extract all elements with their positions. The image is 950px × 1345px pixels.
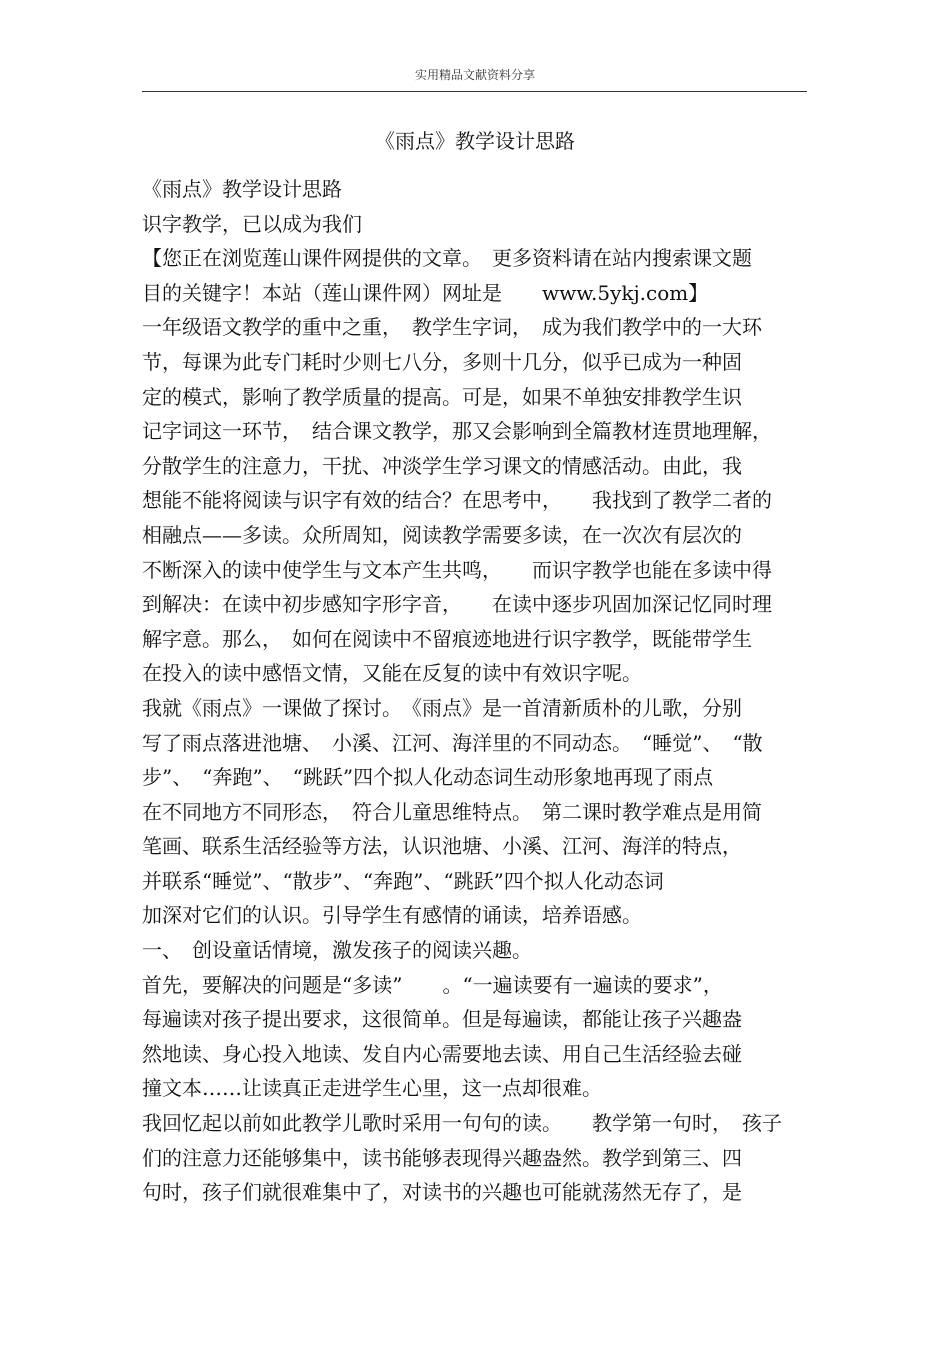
body-line: 撞文本……让读真正走进学生心里，这一点却很难。 — [142, 1076, 602, 1101]
body-line: 解字意。那么， 如何在阅读中不留痕迹地进行识字教学，既能带学生 — [142, 626, 752, 651]
body-line: 然地读、身心投入地读、发自内心需要地去读、用自己生活经验去碰 — [142, 1041, 742, 1066]
body-line: 句时，孩子们就很难集中了，对读书的兴趣也可能就荡然无存了，是 — [142, 1180, 742, 1205]
header-rule — [142, 91, 807, 92]
body-line: 我就《雨点》一课做了探讨。 《雨点》是一首清新质朴的儿歌，分别 — [142, 695, 742, 720]
body-line: 到解决：在读中初步感知字形字音， 在读中逐步巩固加深记忆同时理 — [142, 592, 772, 617]
body-line: 不断深入的读中使学生与文本产生共鸣， 而识字教学也能在多读中得 — [142, 557, 772, 582]
body-line: 并联系“睡觉”、“散步”、“奔跑”、“跳跃”四个拟人化动态词 — [142, 868, 664, 893]
body-line: 们的注意力还能够集中，读书能够表现得兴趣盎然。教学到第三、四 — [142, 1145, 742, 1170]
document-title: 《雨点》教学设计思路 — [375, 129, 575, 153]
body-line: 每遍读对孩子提出要求，这很简单。但是每遍读，都能让孩子兴趣盎 — [142, 1007, 742, 1032]
body-line: 在投入的读中感悟文情，又能在反复的读中有效识字呢。 — [142, 661, 642, 686]
body-line: 目的关键字！本站（莲山课件网）网址是 www.5ykj.com】 — [142, 280, 709, 305]
body-line: 分散学生的注意力，干扰、冲淡学生学习课文的情感活动。由此，我 — [142, 453, 742, 478]
body-line: 在不同地方不同形态， 符合儿童思维特点。 第二课时教学难点是用简 — [142, 799, 762, 824]
body-line: 相融点——多读。众所周知，阅读教学需要多读，在一次次有层次的 — [142, 522, 742, 547]
body-line: 记字词这一环节， 结合课文教学，那又会影响到全篇教材连贯地理解， — [142, 419, 772, 444]
body-line: 一年级语文教学的重中之重， 教学生字词， 成为我们教学中的一大环 — [142, 315, 762, 340]
body-line: 节，每课为此专门耗时少则七八分，多则十几分，似乎已成为一种固 — [142, 349, 742, 374]
body-line: 步”、 “奔跑”、 “跳跃”四个拟人化动态词生动形象地再现了雨点 — [142, 765, 714, 790]
section-heading: 一、 创设童话情境，激发孩子的阅读兴趣。 — [142, 938, 532, 963]
body-line: 我回忆起以前如此教学儿歌时采用一句句的读。 教学第一句时， 孩子 — [142, 1111, 782, 1136]
body-line: 写了雨点落进池塘、 小溪、江河、海洋里的不同动态。 “睡觉”、 “散 — [142, 730, 763, 755]
body-line: 识字教学，已以成为我们 — [142, 211, 362, 236]
document-body — [142, 172, 810, 1210]
body-line: 想能不能将阅读与识字有效的结合？在思考中， 我找到了教学二者的 — [142, 488, 772, 513]
body-line: 《雨点》教学设计思路 — [142, 177, 342, 201]
body-line: 加深对它们的认识。引导学生有感情的诵读，培养语感。 — [142, 903, 642, 928]
page-header: 实用精品文献资料分享 — [414, 68, 535, 82]
body-line: 笔画、联系生活经验等方法，认识池塘、小溪、江河、海洋的特点， — [142, 834, 742, 859]
body-line: 首先，要解决的问题是“多读” 。“一遍读要有一遍读的要求”， — [142, 972, 723, 997]
body-line: 【您正在浏览莲山课件网提供的文章。 更多资料请在站内搜索课文题 — [142, 246, 752, 271]
body-line: 定的模式，影响了教学质量的提高。可是，如果不单独安排教学生识 — [142, 384, 742, 409]
